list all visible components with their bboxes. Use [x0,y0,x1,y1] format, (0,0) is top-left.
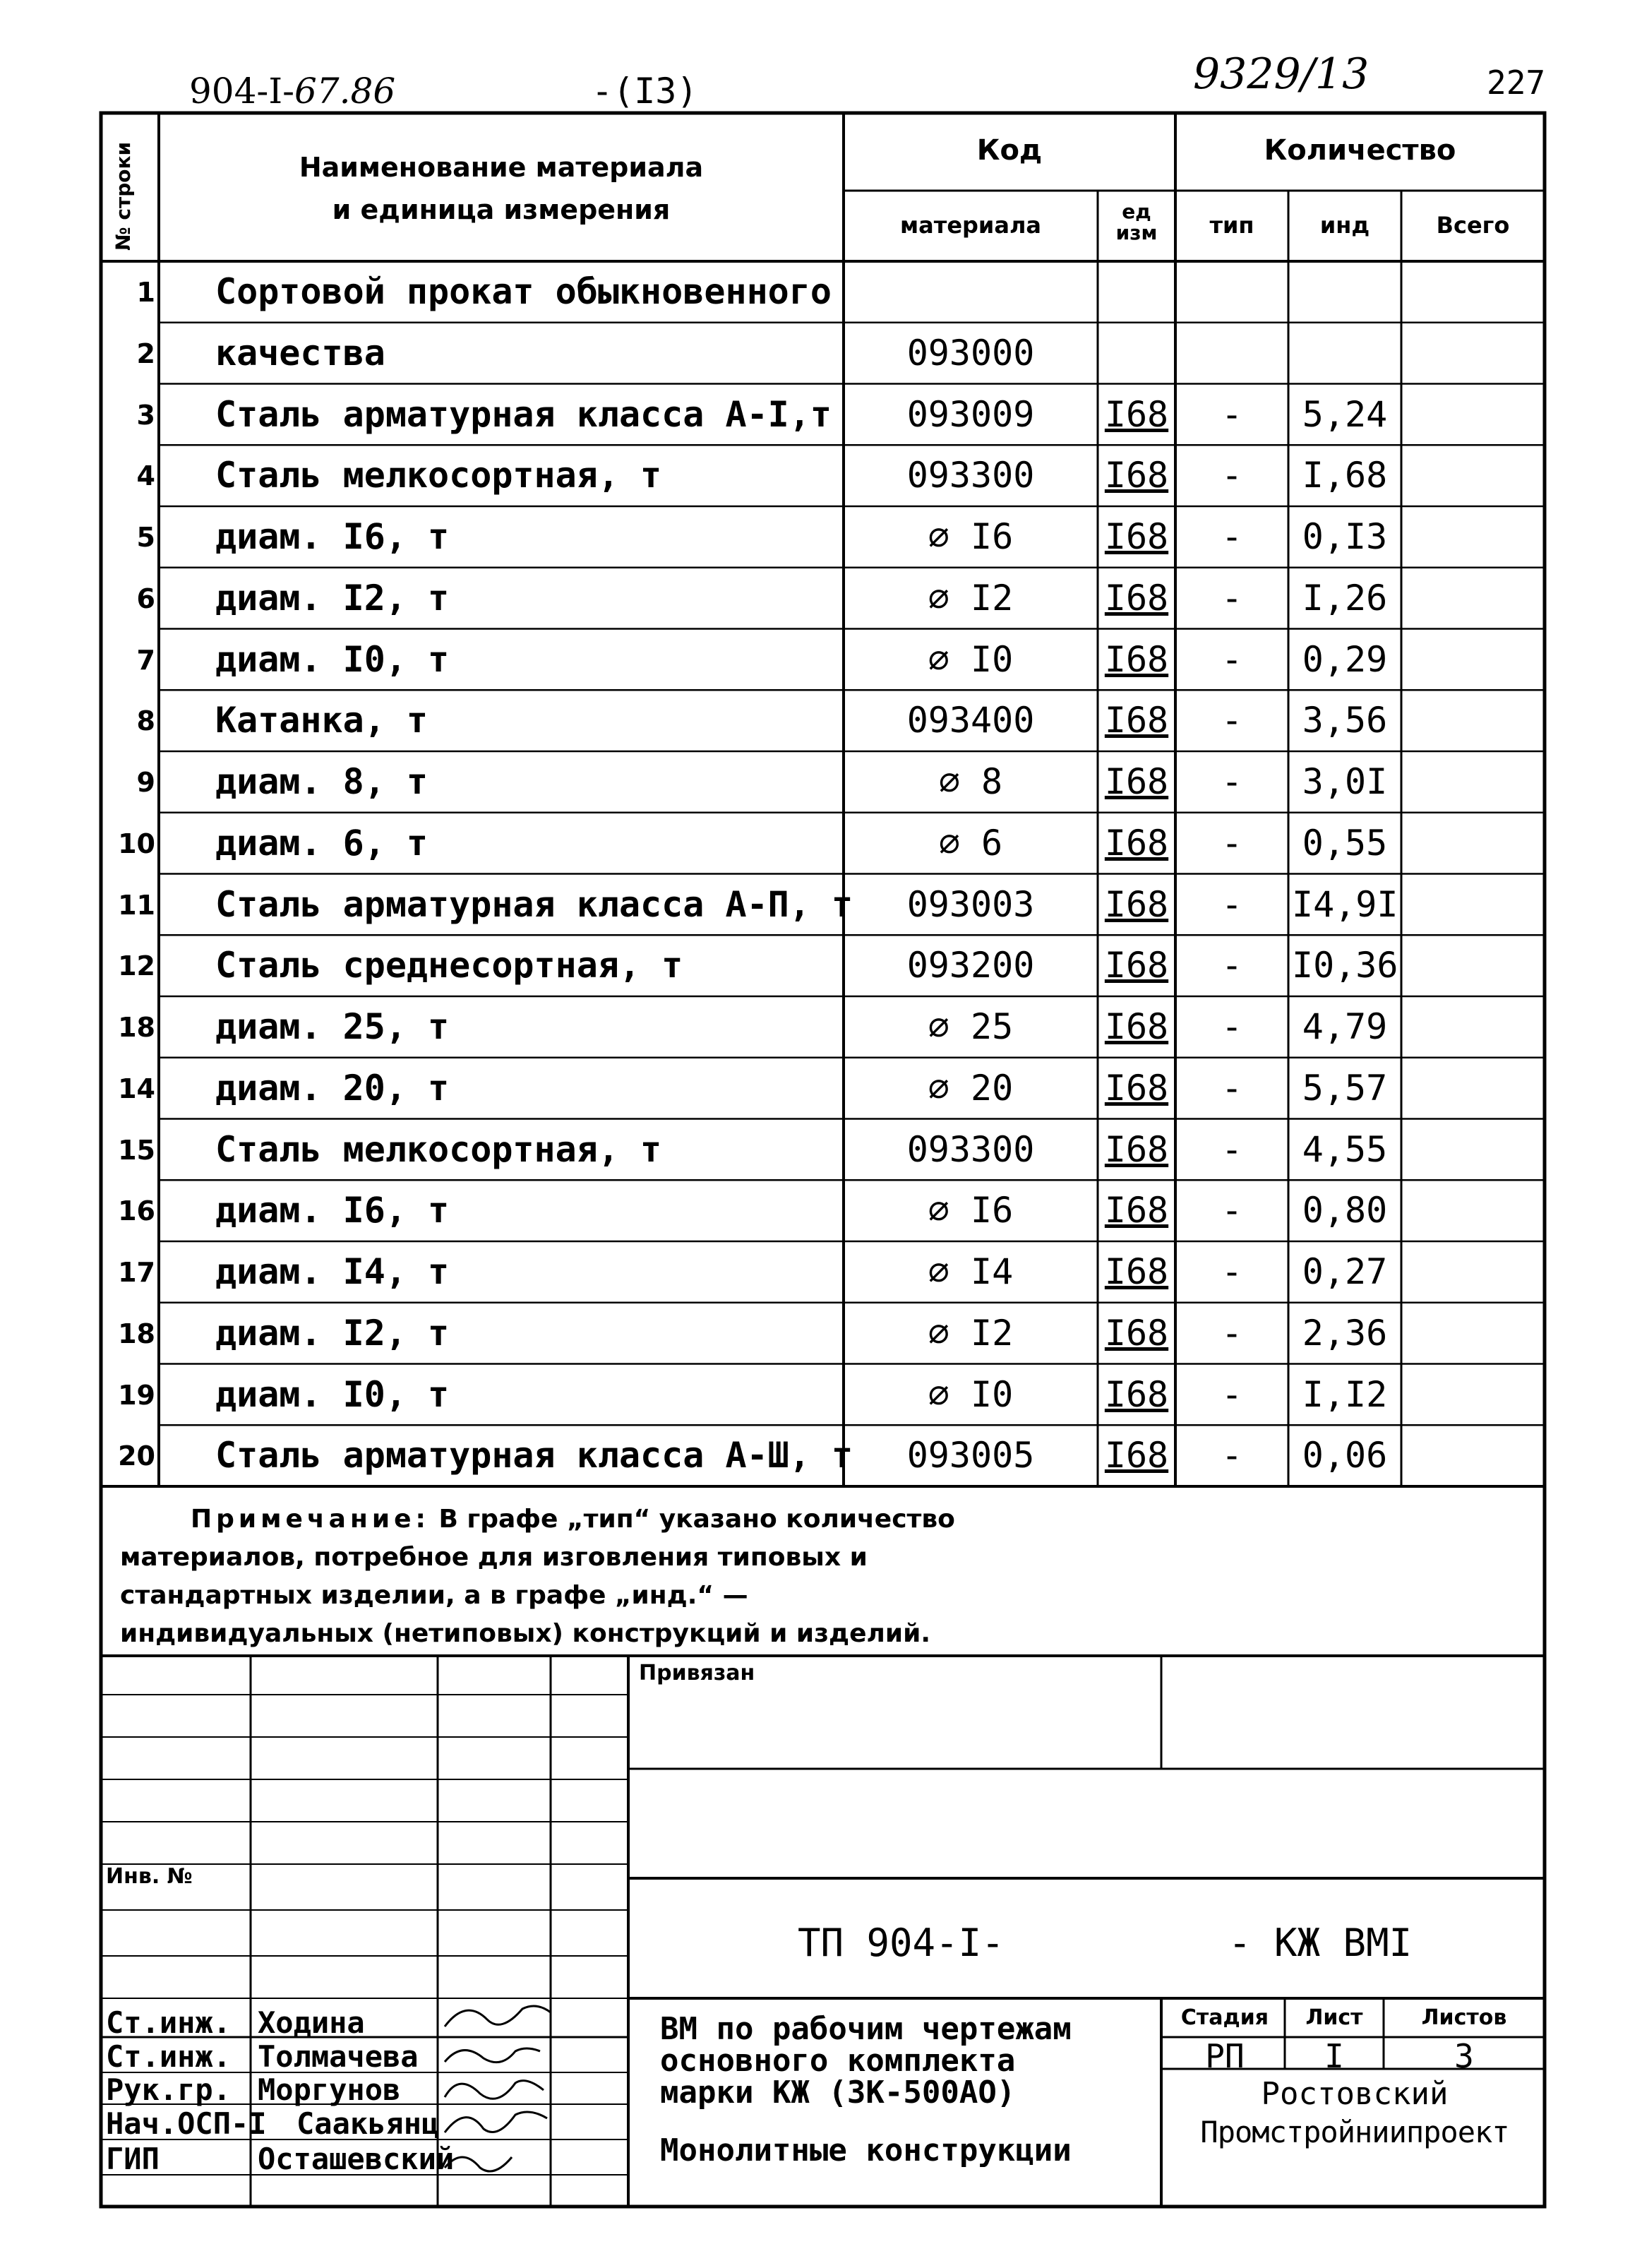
unit-code: I68 [1104,1190,1169,1231]
sheets-label: Листов [1421,2005,1507,2030]
table-row [0,1374,1642,1426]
row-number: 11 [118,889,155,921]
material-code: ⌀ 6 [938,822,1003,864]
row-number: 19 [118,1379,155,1411]
qty-type: - [1221,638,1243,680]
qty-type: - [1221,1435,1243,1476]
table-row [0,945,1642,996]
material-name: диам. I2, т [215,1312,450,1354]
privyazan-label: Привязан [639,1661,755,1685]
unit-code: I68 [1104,822,1169,864]
qty-ind: 0,29 [1302,638,1388,680]
signer-name: Осташевский [258,2142,455,2176]
qty-ind: 4,55 [1302,1128,1388,1170]
signer-role: ГИП [106,2142,160,2176]
signer-role: Ст.инж. [106,2039,232,2074]
header-code-unit: ед изм [1115,200,1158,244]
unit-code: I68 [1104,1435,1169,1476]
stage-label: Стадия [1180,2005,1269,2030]
row-number: 9 [136,767,155,798]
header-name-line1: Наименование материала [299,152,704,183]
material-name: диам. 8, т [215,761,429,802]
material-name: диам. 6, т [215,822,429,864]
table-row [0,1068,1642,1119]
doc-designation-right: - КЖ ВМI [1228,1921,1413,1965]
doc-code [189,71,395,112]
unit-code: I68 [1104,1006,1169,1047]
material-code: ⌀ I0 [928,1373,1014,1415]
material-name: диам. 20, т [215,1067,450,1109]
material-code: 093400 [906,700,1035,741]
table-row [0,1435,1642,1486]
qty-type: - [1221,1190,1243,1231]
signer-role: Рук.гр. [106,2072,232,2107]
note-text: В графе „тип“ указано количество материалов, потребное для изговления типовых и стандартных изделии, а в графе „инд.“ — индивидуальных (нетиповых) конструкций и изделий. [120,1505,955,1648]
sheet-paren: -(I3) [592,71,698,112]
material-code: 093300 [906,455,1035,496]
row-number: 18 [118,1012,155,1043]
unit-code: I68 [1104,945,1169,986]
table-row [0,333,1642,384]
qty-type: - [1221,822,1243,864]
note [120,1500,1009,1653]
qty-type: - [1221,700,1243,741]
qty-ind: I4,9I [1292,883,1398,925]
unit-code: I68 [1104,761,1169,802]
material-code: 093300 [906,1128,1035,1170]
table-row [0,1251,1642,1303]
unit-code: I68 [1104,1251,1169,1292]
material-code: ⌀ I4 [928,1251,1014,1292]
qty-ind: I,I2 [1302,1373,1388,1415]
qty-ind: I0,36 [1292,945,1398,986]
material-name: Сталь арматурная класса А-П, т [215,883,853,925]
doc-code-hand: 67.86 [294,71,396,112]
material-name: Сталь среднесортная, т [215,945,683,986]
sheet-value: I [1324,2037,1344,2075]
row-number: 4 [136,460,155,492]
header-row-no: № строки [112,141,135,251]
material-code: 093000 [906,332,1035,374]
row-number: 6 [136,583,155,614]
qty-type: - [1221,1128,1243,1170]
table-row [0,271,1642,323]
qty-ind: 5,24 [1302,393,1388,435]
row-number: 5 [136,522,155,553]
table-row [0,823,1642,874]
table-row [0,455,1642,506]
header-quantity: Количество [1264,134,1456,167]
qty-type: - [1221,393,1243,435]
header-qty-type: тип [1209,212,1254,239]
sheet-label: Лист [1305,2005,1363,2030]
archive-number: 9329/13 [1193,49,1370,99]
header-qty-ind: инд [1319,212,1370,239]
table-row [0,1313,1642,1364]
table-row [0,884,1642,936]
row-number: 14 [118,1073,155,1104]
material-code: ⌀ I6 [928,1190,1014,1231]
row-number: 8 [136,705,155,737]
unit-code: I68 [1104,1312,1169,1354]
material-code: ⌀ I2 [928,577,1014,619]
signer-role: Нач.ОСП-I [106,2106,267,2141]
header-code: Код [976,134,1043,167]
material-code: ⌀ I6 [928,516,1014,557]
table-row [0,516,1642,568]
table-row [0,700,1642,751]
inventory-number-label: Инв. № [106,1864,193,1889]
qty-type: - [1221,577,1243,619]
qty-type: - [1221,1251,1243,1292]
qty-type: - [1221,945,1243,986]
material-name: диам. I6, т [215,516,450,557]
row-number: 17 [118,1257,155,1288]
unit-code: I68 [1104,455,1169,496]
material-name: диам. I0, т [215,1373,450,1415]
qty-type: - [1221,1006,1243,1047]
signer-name: Толмачева [258,2039,419,2074]
row-number: 1 [136,277,155,308]
material-name: качества [215,332,385,374]
row-number: 20 [118,1440,155,1472]
material-name: диам. I4, т [215,1251,450,1292]
qty-ind: 0,80 [1302,1190,1388,1231]
table-row [0,578,1642,629]
table-row [0,1190,1642,1241]
unit-code: I68 [1104,883,1169,925]
material-name: Сталь арматурная класса А-I,т [215,393,832,435]
material-code: ⌀ 8 [938,761,1003,802]
unit-code: I68 [1104,1128,1169,1170]
material-code: ⌀ I0 [928,638,1014,680]
title-line1: ВМ по рабочим чертежам [660,2011,1072,2047]
sheets-value: 3 [1454,2037,1474,2075]
signer-name: Ходина [258,2005,365,2040]
signer-name: Саакьянц [296,2106,440,2141]
unit-code: I68 [1104,516,1169,557]
title-line3: марки КЖ (ЗК-500АО) [660,2075,1016,2111]
qty-ind: 0,55 [1302,822,1388,864]
unit-code: I68 [1104,700,1169,741]
title-line2: основного комплекта [660,2043,1016,2079]
qty-ind: 0,06 [1302,1435,1388,1476]
table-row [0,1129,1642,1181]
qty-ind: 4,79 [1302,1006,1388,1047]
material-code: ⌀ I2 [928,1312,1014,1354]
material-name: Сортовой прокат обыкновенного [215,271,832,312]
qty-ind: I,68 [1302,455,1388,496]
material-code: 093200 [906,945,1035,986]
qty-ind: 5,57 [1302,1067,1388,1109]
qty-type: - [1221,455,1243,496]
row-number: 7 [136,644,155,676]
qty-type: - [1221,1312,1243,1354]
page-number: 227 [1487,64,1546,102]
table-row [0,761,1642,813]
qty-ind: 0,I3 [1302,516,1388,557]
row-number: 3 [136,399,155,431]
table-row [0,394,1642,446]
row-number: 18 [118,1318,155,1349]
qty-type: - [1221,1373,1243,1415]
note-label: Примечание: [191,1505,430,1534]
material-name: диам. I6, т [215,1190,450,1231]
org-line1: Ростовский [1261,2076,1449,2112]
material-name: диам. I2, т [215,577,450,619]
material-name: Сталь мелкосортная, т [215,455,662,496]
material-name: Сталь мелкосортная, т [215,1128,662,1170]
org-line2: Промстройниипроект [1200,2115,1509,2149]
signature-marks [445,2006,551,2171]
unit-code: I68 [1104,638,1169,680]
qty-type: - [1221,1067,1243,1109]
title-line4: Монолитные конструкции [660,2132,1072,2168]
signer-name: Моргунов [258,2072,401,2107]
header-name-line2: и единица измерения [332,194,671,225]
qty-type: - [1221,883,1243,925]
table-row [0,639,1642,691]
unit-code: I68 [1104,393,1169,435]
material-code: ⌀ 25 [928,1006,1014,1047]
qty-ind: 3,0I [1302,761,1388,802]
material-code: ⌀ 20 [928,1067,1014,1109]
qty-ind: 2,36 [1302,1312,1388,1354]
qty-ind: 3,56 [1302,700,1388,741]
row-number: 10 [118,828,155,859]
row-number: 16 [118,1195,155,1227]
material-code: 093005 [906,1435,1035,1476]
doc-code-prefix: 904-I- [189,71,294,112]
table-row [0,1006,1642,1058]
header-qty-total: Всего [1436,212,1510,239]
material-code: 093009 [906,393,1035,435]
material-name: диам. 25, т [215,1006,450,1047]
qty-type: - [1221,516,1243,557]
stage-value: РП [1205,2037,1245,2075]
signer-role: Ст.инж. [106,2005,232,2040]
material-name: Катанка, т [215,700,429,741]
doc-designation-left: ТП 904-I- [798,1921,1005,1965]
material-name: диам. I0, т [215,638,450,680]
unit-code: I68 [1104,1373,1169,1415]
unit-code: I68 [1104,1067,1169,1109]
row-number: 2 [136,338,155,369]
qty-ind: 0,27 [1302,1251,1388,1292]
qty-type: - [1221,761,1243,802]
material-code: 093003 [906,883,1035,925]
unit-code: I68 [1104,577,1169,619]
header-code-material: материала [900,212,1041,239]
row-number: 15 [118,1134,155,1166]
row-number: 12 [118,950,155,982]
qty-ind: I,26 [1302,577,1388,619]
material-name: Сталь арматурная класса А-Ш, т [215,1435,853,1476]
